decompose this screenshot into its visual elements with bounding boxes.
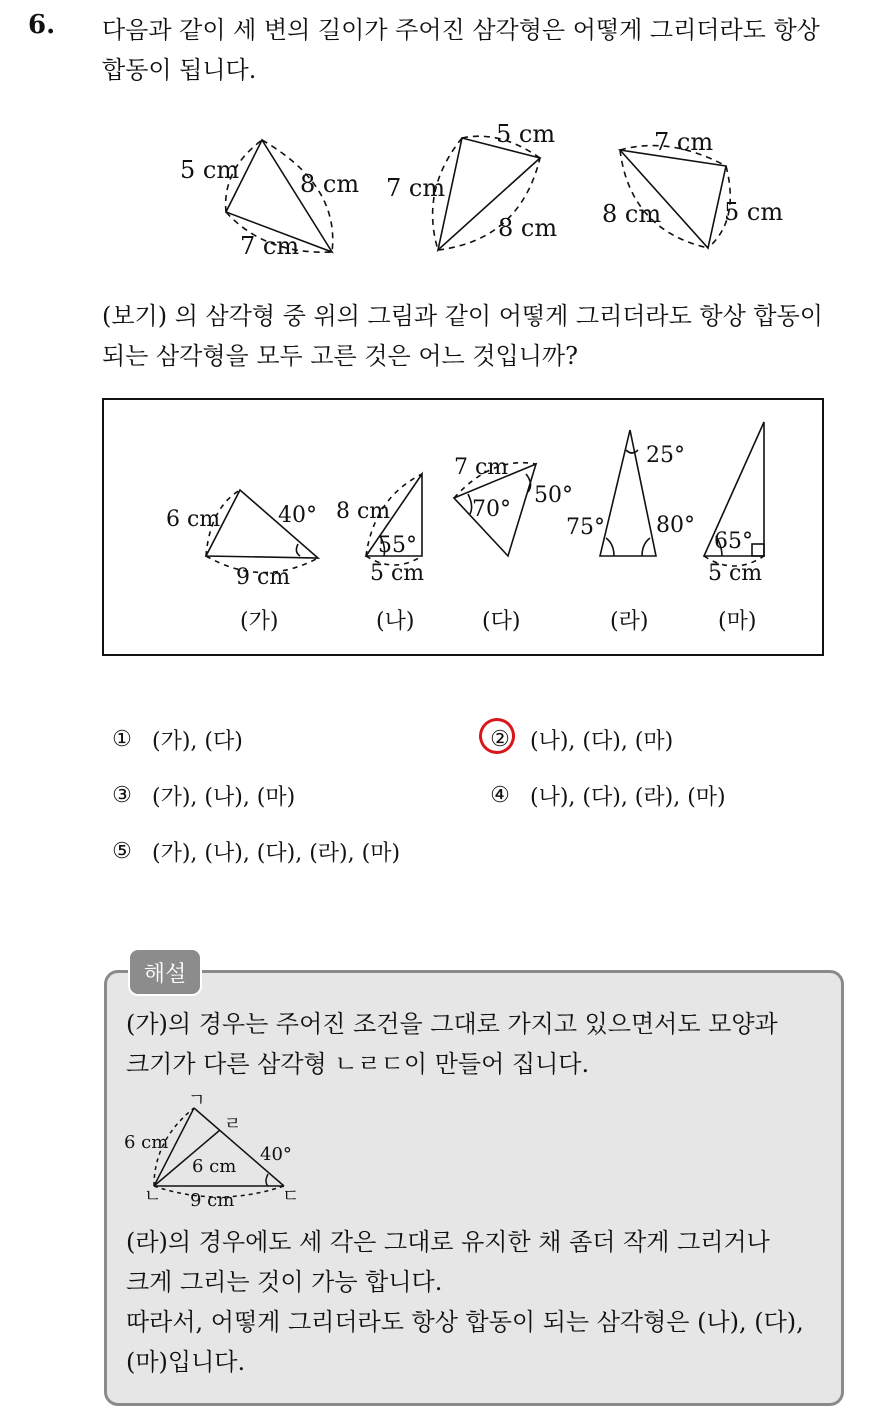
bogi-ga-side-a: 6 cm	[166, 507, 221, 532]
choice-5-number: ⑤	[112, 839, 132, 864]
bogi-ga-label: (가)	[240, 609, 279, 634]
choice-1-text: (가), (다)	[152, 729, 243, 754]
sol-angle: 40°	[260, 1144, 292, 1165]
question-prompt-line1: (보기) 의 삼각형 중 위의 그림과 같이 어떻게 그리더라도 항상 합동이	[102, 302, 823, 330]
sol-vertex-mid: ㄹ	[224, 1114, 242, 1135]
bogi-na-side-b: 5 cm	[370, 561, 425, 586]
bogi-ra-angle-left: 75°	[566, 515, 605, 540]
bogi-ma-angle: 65°	[714, 529, 753, 554]
bogi-da-angle-b: 50°	[534, 483, 573, 508]
choice-4-text: (나), (다), (라), (마)	[530, 785, 726, 810]
sol-side-outer: 6 cm	[124, 1132, 169, 1153]
choice-3[interactable]	[110, 780, 295, 811]
bogi-ga-angle-arc	[296, 544, 300, 556]
choice-2[interactable]	[488, 724, 673, 755]
solution-line4: 크게 그리는 것이 가능 합니다.	[126, 1268, 443, 1296]
bogi-ma-right-angle	[752, 544, 764, 556]
triangle-b-side1: 5 cm	[496, 120, 556, 148]
top-triangle-c	[620, 146, 730, 248]
solution-para-1	[126, 1004, 826, 1084]
triangle-c-side3: 5 cm	[724, 198, 784, 226]
triangle-b-side3: 8 cm	[498, 214, 558, 242]
solution-line5: 따라서, 어떻게 그리더라도 항상 합동이 되는 삼각형은 (나), (다),	[126, 1308, 804, 1336]
bogi-ra-angle-right: 80°	[656, 513, 695, 538]
solution-line2: 크기가 다른 삼각형 ㄴㄹㄷ이 만들어 집니다.	[126, 1050, 590, 1078]
solution-line3: (라)의 경우에도 세 각은 그대로 유지한 채 좀더 작게 그리거나	[126, 1228, 770, 1256]
solution-figure	[120, 1090, 320, 1214]
bogi-ga-angle: 40°	[278, 503, 317, 528]
question-intro	[102, 10, 872, 90]
sol-base: 9 cm	[190, 1190, 235, 1211]
choice-3-number: ③	[112, 783, 132, 808]
bogi-figures	[102, 398, 824, 656]
triangle-c-side2: 8 cm	[602, 200, 662, 228]
bogi-ra-angle-arc-left	[606, 538, 614, 556]
choice-4[interactable]	[488, 780, 726, 811]
choice-3-text: (가), (나), (마)	[152, 785, 296, 810]
choice-2-number: ②	[490, 727, 510, 752]
selected-answer-ring-icon	[474, 713, 520, 759]
solution-line1: (가)의 경우는 주어진 조건을 그대로 가지고 있으면서도 모양과	[126, 1010, 778, 1038]
bogi-ra-label: (라)	[610, 609, 649, 634]
choice-1[interactable]	[110, 724, 243, 755]
bogi-na-label: (나)	[376, 609, 415, 634]
bogi-ra-angle-arc-top	[626, 450, 638, 453]
bogi-da-label: (다)	[482, 609, 521, 634]
bogi-da-side: 7 cm	[454, 455, 509, 480]
question-prompt-line2: 되는 삼각형을 모두 고른 것은 어느 것입니까?	[102, 342, 578, 370]
triangle-a-side3: 7 cm	[240, 232, 300, 260]
bogi-ma-side: 5 cm	[708, 561, 763, 586]
triangle-c-shape	[620, 150, 726, 248]
bogi-na-angle: 55°	[378, 533, 417, 558]
bogi-ma-label: (마)	[718, 609, 757, 634]
question-intro-line1: 다음과 같이 세 변의 길이가 주어진 삼각형은 어떻게 그리더라도 항상	[102, 16, 820, 44]
sol-angle-arc	[266, 1174, 268, 1186]
triangle-b-side2: 7 cm	[386, 174, 446, 202]
bogi-ra-angle-top: 25°	[646, 443, 685, 468]
sol-vertex-top: ㄱ	[188, 1090, 206, 1111]
question-number: 6.	[28, 10, 56, 40]
choice-4-number: ④	[490, 783, 510, 808]
sol-side-inner: 6 cm	[192, 1156, 237, 1177]
top-triangles-figure	[0, 110, 884, 270]
choice-5[interactable]	[110, 836, 400, 867]
bogi-ra-angle-arc-right	[642, 538, 650, 556]
triangle-a-side2: 8 cm	[300, 170, 360, 198]
choice-2-number-wrap	[488, 727, 512, 752]
solution-para-2	[126, 1222, 826, 1382]
question-intro-line2: 합동이 됩니다.	[102, 56, 257, 84]
choice-1-number: ①	[112, 727, 132, 752]
question-prompt	[102, 296, 872, 376]
sol-vertex-right: ㄷ	[282, 1186, 300, 1207]
bogi-ga-side-b: 9 cm	[236, 565, 291, 590]
choice-2-text: (나), (다), (마)	[530, 729, 674, 754]
triangle-a-side1: 5 cm	[180, 156, 240, 184]
solution-tag: 해설	[128, 948, 202, 996]
triangle-c-side1: 7 cm	[654, 128, 714, 156]
solution-line6: (마)입니다.	[126, 1348, 246, 1376]
bogi-da-angle-a: 70°	[472, 497, 511, 522]
choice-5-text: (가), (나), (다), (라), (마)	[152, 841, 401, 866]
bogi-na-side-a: 8 cm	[336, 499, 391, 524]
sol-vertex-left: ㄴ	[144, 1186, 162, 1207]
